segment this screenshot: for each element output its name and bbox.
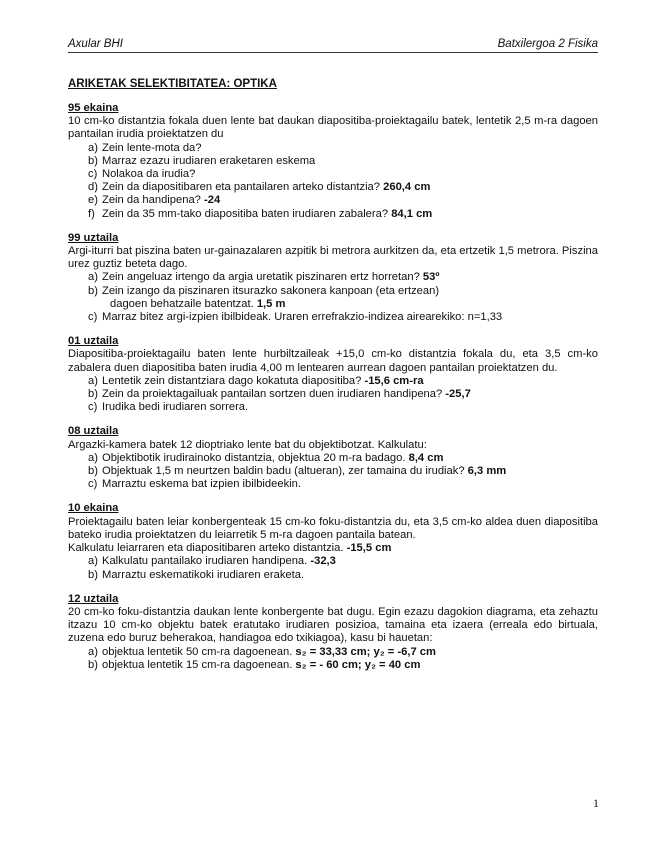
question-text: Zein da diapositibaren eta pantailaren arteko distantzia? bbox=[102, 181, 384, 194]
question-item bbox=[68, 181, 598, 194]
question-text: Kalkulatu pantailako irudiaren handipena. bbox=[102, 555, 311, 568]
question-item bbox=[68, 646, 598, 659]
answer: 6,3 mm bbox=[467, 465, 507, 478]
page-number: 1 bbox=[593, 796, 599, 810]
question-item bbox=[68, 271, 598, 284]
exercise-heading: 99 uztaila bbox=[68, 231, 119, 244]
question-text: Zein da 35 mm-tako diapositiba baten irudiaren zabalera? bbox=[102, 207, 392, 220]
exercise-section bbox=[68, 102, 598, 221]
exercise-statement: Argazki-kamera batek 12 dioptriako lente bat du objektibotzat. Kalkulatu: bbox=[68, 438, 427, 451]
question-text: Nolakoa da irudia? bbox=[102, 168, 196, 181]
exercise-heading: 08 uztaila bbox=[68, 425, 119, 438]
exercise-heading: 10 ekaina bbox=[68, 502, 119, 515]
question-text: Marraztu eskematikoki irudiaren eraketa. bbox=[102, 568, 305, 581]
exercise-statement-extra bbox=[68, 542, 598, 555]
header-course: Batxilergoa 2 Fisika bbox=[497, 38, 598, 50]
exercise-statement: 20 cm-ko foku-distantzia daukan lente konbergente bat dugu. Egin ezazu dagokion diagrama, eta zehaztu itzazu 10 cm-ko objektu batek eratutako irudiaren posizioa, tamaina eta izaera (erreala edo birtuala, zuzena edo buruz beherakoa, handiagoa edo txikiagoa), kasu bi hauetan: bbox=[68, 605, 598, 645]
answer: -24 bbox=[204, 194, 221, 207]
question-label: b) bbox=[88, 388, 98, 401]
answer: -15,5 cm bbox=[346, 542, 392, 555]
question-label: b) bbox=[88, 658, 98, 671]
exercise-section bbox=[68, 335, 598, 414]
question-text: Zein lente-mota da? bbox=[102, 141, 202, 154]
question-text: objektua lentetik 15 cm-ra dagoenean. bbox=[102, 658, 296, 671]
question-label: c) bbox=[88, 478, 98, 491]
answer: -15,6 cm-ra bbox=[364, 374, 424, 387]
question-label: a) bbox=[88, 645, 98, 658]
exercise-heading: 12 uztaila bbox=[68, 592, 119, 605]
question-label: c) bbox=[88, 311, 98, 324]
answer: -25,7 bbox=[445, 388, 471, 401]
exercise-statement: Diapositiba-proiektagailu baten lente hurbiltzaileak +15,0 cm-ko distantzia fokala du, eta 3,5 cm-ko zabalera duen diapositiba baten irudia 4,00 m lentearen aurrean dagoen pantailan proiektatzen du. bbox=[68, 348, 598, 374]
question-item bbox=[68, 194, 598, 207]
question-label: e) bbox=[88, 194, 98, 207]
question-label: b) bbox=[88, 465, 98, 478]
question-label: a) bbox=[88, 374, 98, 387]
question-item bbox=[68, 208, 598, 221]
question-text: Marraztu eskema bat izpien ibilbideekin. bbox=[102, 478, 301, 491]
question-item bbox=[68, 311, 598, 324]
answer: 53º bbox=[422, 271, 440, 284]
exercise-statement: 10 cm-ko distantzia fokala duen lente bat daukan diapositiba-proiektagailu batek, lentetik 2,5 m-ra dagoen pantailan irudia proiektatzen du bbox=[68, 115, 598, 141]
question-text: Zein izango da piszinaren itsurazko sakonera kanpoan (eta ertzean) bbox=[102, 284, 440, 297]
question-item bbox=[68, 401, 598, 414]
question-item bbox=[68, 142, 598, 155]
question-label: c) bbox=[88, 168, 98, 181]
question-text: dagoen behatzaile batentzat. bbox=[110, 297, 257, 310]
question-label: b) bbox=[88, 154, 98, 167]
question-label: a) bbox=[88, 271, 98, 284]
statement-text: Kalkulatu leiarraren eta diapositibaren arteko distantzia. bbox=[68, 542, 347, 555]
question-text: Irudika bedi irudiaren sorrera. bbox=[102, 401, 249, 414]
answer: 1,5 m bbox=[256, 297, 286, 310]
question-label: c) bbox=[88, 401, 98, 414]
question-text: Zein da handipena? bbox=[102, 194, 205, 207]
question-item bbox=[68, 555, 598, 568]
page-header bbox=[68, 38, 598, 53]
answer: -32,3 bbox=[310, 555, 336, 568]
question-text: Objektibotik irudirainoko distantzia, objektua 20 m-ra badago. bbox=[102, 451, 409, 464]
question-item bbox=[68, 388, 598, 401]
exercise-section bbox=[68, 425, 598, 491]
exercise-section bbox=[68, 593, 598, 672]
question-item bbox=[68, 285, 598, 298]
question-text: Marraz bitez argi-izpien ibilbideak. Uraren errefrakzio-indizea airearekiko: n=1,33 bbox=[102, 311, 503, 324]
question-item bbox=[68, 659, 598, 672]
exercise-section bbox=[68, 502, 598, 581]
exercise-heading: 95 ekaina bbox=[68, 102, 119, 114]
question-text: Zein da proiektagailuak pantailan sortzen duen irudiaren handipena? bbox=[102, 388, 446, 401]
question-text: Lentetik zein distantziara dago kokatuta diapositiba? bbox=[102, 374, 365, 387]
question-item bbox=[68, 465, 598, 478]
question-text: objektua lentetik 50 cm-ra dagoenean. bbox=[102, 645, 296, 658]
question-label: a) bbox=[88, 555, 98, 568]
answer: s₂ = - 60 cm; y₂ = 40 cm bbox=[295, 658, 421, 671]
question-label: a) bbox=[88, 141, 98, 154]
question-label bbox=[68, 298, 102, 311]
question-label: f) bbox=[88, 207, 95, 220]
question-label: b) bbox=[88, 284, 98, 297]
answer: s₂ = 33,33 cm; y₂ = -6,7 cm bbox=[295, 645, 436, 658]
document-title: ARIKETAK SELEKTIBITATEA: OPTIKA bbox=[68, 78, 277, 90]
answer: 84,1 cm bbox=[391, 207, 433, 220]
question-item bbox=[68, 478, 598, 491]
question-text: Zein angeluaz irtengo da argia uretatik piszinaren ertz horretan? bbox=[102, 271, 423, 284]
header-school: Axular BHI bbox=[68, 38, 123, 50]
exercise-list bbox=[68, 102, 598, 683]
exercise-heading: 01 uztaila bbox=[68, 335, 119, 348]
question-item bbox=[68, 298, 598, 311]
exercise-section bbox=[68, 232, 598, 324]
question-item bbox=[68, 168, 598, 181]
question-label: d) bbox=[88, 181, 98, 194]
question-text: Objektuak 1,5 m neurtzen baldin badu (altueran), zer tamaina du irudiak? bbox=[102, 465, 468, 478]
question-item bbox=[68, 375, 598, 388]
answer: 8,4 cm bbox=[408, 451, 444, 464]
question-item bbox=[68, 155, 598, 168]
question-label: a) bbox=[88, 451, 98, 464]
question-label: b) bbox=[88, 568, 98, 581]
exercise-statement: Argi-iturri bat piszina baten ur-gainazalaren azpitik bi metrora aurkitzen da, eta ertzetik 1,5 metrora. Piszina urez guztiz beteta dago. bbox=[68, 245, 598, 271]
question-item bbox=[68, 569, 598, 582]
question-item bbox=[68, 452, 598, 465]
question-text: Marraz ezazu irudiaren eraketaren eskema bbox=[102, 154, 316, 167]
exercise-statement: Proiektagailu baten leiar konbergenteak 15 cm-ko foku-distantzia du, eta 3,5 cm-ko aldea duen diapositiba bateko irudia proiektatzen du leiarretik 5 m-ra dagoen pantaila batean. bbox=[68, 515, 598, 541]
answer: 260,4 cm bbox=[383, 181, 431, 194]
